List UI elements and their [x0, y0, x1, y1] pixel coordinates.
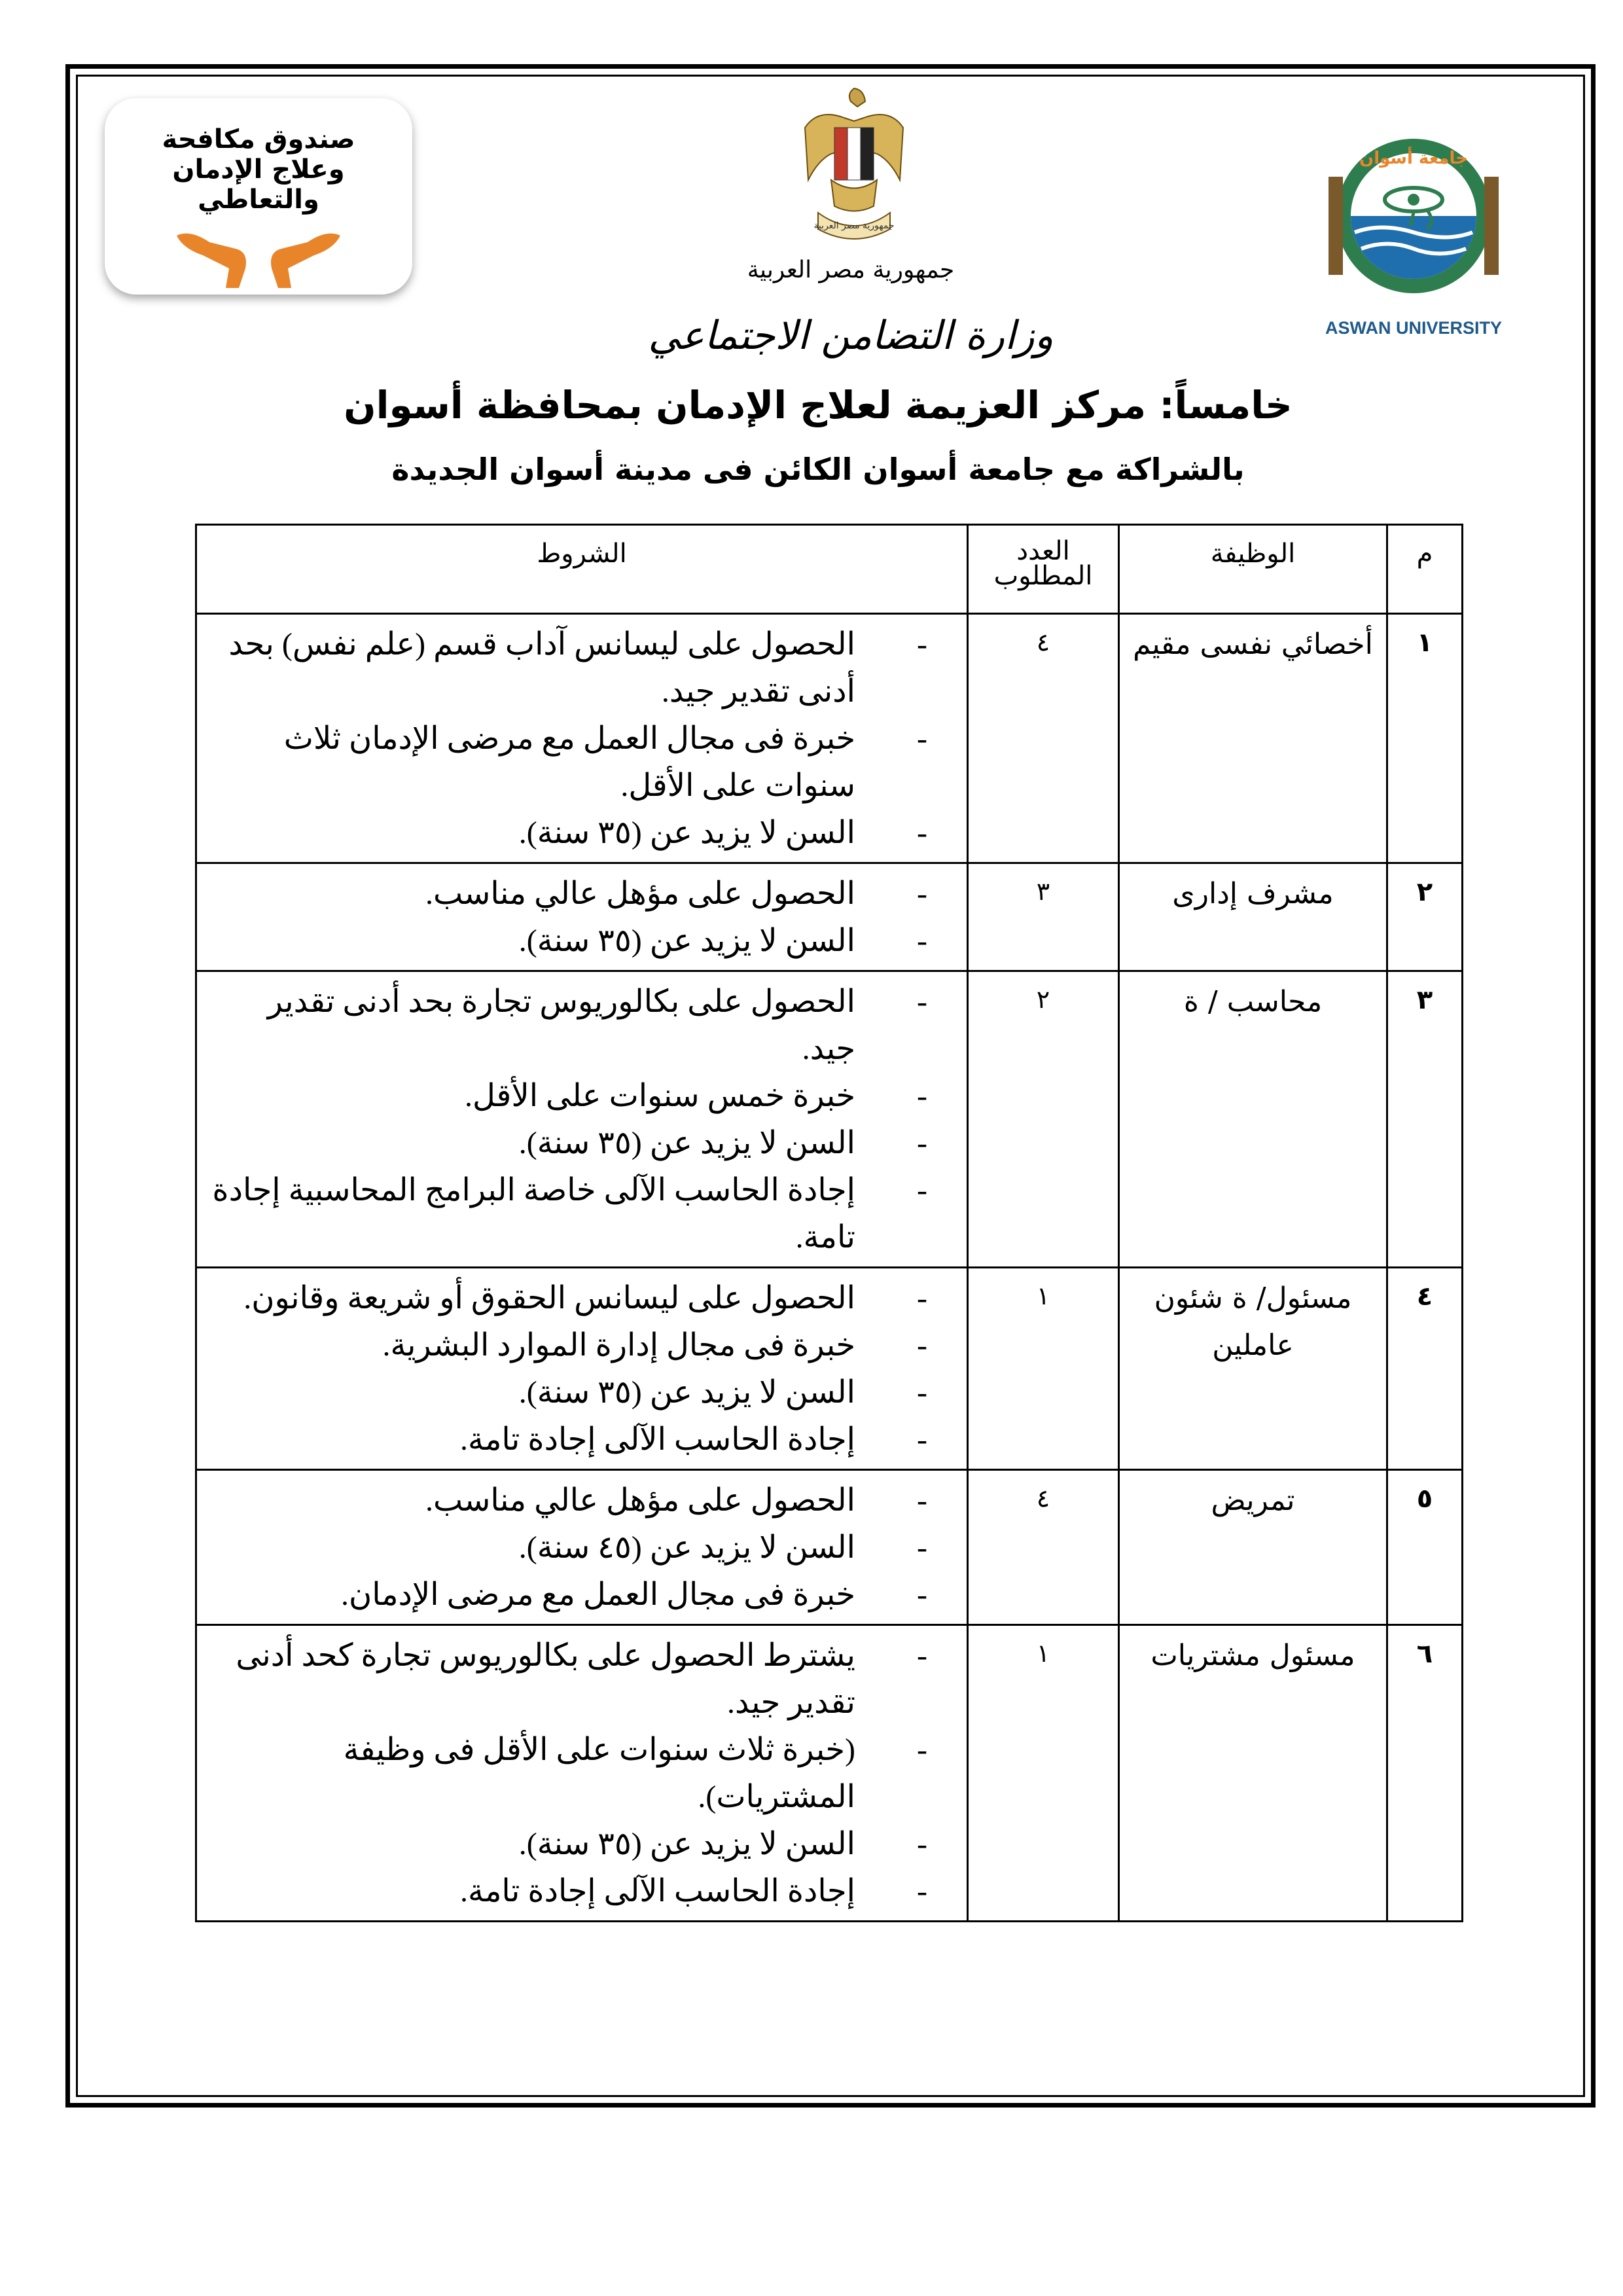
page-title: خامساً: مركز العزيمة لعلاج الإدمان بمحافظة أسوان — [344, 383, 1293, 427]
row-title: مسئول/ ة شئون عاملين — [1119, 1268, 1387, 1470]
fund-logo-line-2: وعلاج الإدمان — [172, 154, 345, 185]
condition-item: - خبرة فى مجال العمل مع مرضى الإدمان. — [210, 1571, 927, 1619]
row-count: ١ — [968, 1268, 1119, 1470]
row-num: ٤ — [1387, 1268, 1463, 1470]
egypt-emblem-icon — [792, 82, 916, 252]
row-num: ٢ — [1387, 863, 1463, 971]
condition-item: - إجادة الحاسب الآلى إجادة تامة. — [210, 1416, 927, 1463]
fund-logo — [105, 98, 412, 295]
table-row — [196, 863, 1463, 971]
table-row — [196, 1625, 1463, 1922]
condition-item: - إجادة الحاسب الآلى خاصة البرامج المحاسبية إجادة تامة. — [210, 1167, 927, 1261]
condition-item: - الحصول على ليسانس آداب قسم (علم نفس) بحد أدنى تقدير جيد. — [210, 621, 927, 715]
row-title: تمريض — [1119, 1470, 1387, 1625]
header-title: الوظيفة — [1119, 525, 1387, 614]
condition-item: - يشترط الحصول على بكالوريوس تجارة كحد أدنى تقدير جيد. — [210, 1632, 927, 1727]
row-count: ٢ — [968, 971, 1119, 1268]
row-num: ٣ — [1387, 971, 1463, 1268]
university-caption: ASWAN UNIVERSITY — [1325, 318, 1503, 338]
emblem-ribbon-text: جمهورية مصر العربية — [813, 221, 895, 231]
row-num: ١ — [1387, 614, 1463, 863]
fund-logo-line-1: صندوق مكافحة — [162, 124, 355, 154]
table-header-row — [196, 525, 1463, 614]
table-row — [196, 1268, 1463, 1470]
condition-item: - السن لا يزيد عن (٣٥ سنة). — [210, 918, 927, 965]
row-count: ٤ — [968, 1470, 1119, 1625]
table-row — [196, 1470, 1463, 1625]
table-row — [196, 971, 1463, 1268]
row-conditions — [196, 971, 968, 1268]
row-title: مسئول مشتريات — [1119, 1625, 1387, 1922]
row-title: أخصائي نفسى مقيم — [1119, 614, 1387, 863]
condition-item: - السن لا يزيد عن (٤٥ سنة). — [210, 1524, 927, 1571]
row-count: ٤ — [968, 614, 1119, 863]
condition-item: - السن لا يزيد عن (٣٥ سنة). — [210, 810, 927, 857]
condition-item: - الحصول على مؤهل عالي مناسب. — [210, 870, 927, 918]
row-conditions — [196, 1470, 968, 1625]
condition-item: - خبرة فى مجال العمل مع مرضى الإدمان ثلاث سنوات على الأقل. — [210, 715, 927, 810]
row-count: ١ — [968, 1625, 1119, 1922]
aswan-university-logo-icon — [1315, 118, 1512, 314]
page-subtitle: بالشراكة مع جامعة أسوان الكائن فى مدينة أسوان الجديدة — [391, 452, 1245, 487]
fund-logo-line-3: والتعاطي — [198, 185, 319, 215]
condition-item: - الحصول على ليسانس الحقوق أو شريعة وقانون. — [210, 1275, 927, 1322]
country-name: جمهورية مصر العربية — [747, 257, 955, 283]
condition-item: - الحصول على مؤهل عالي مناسب. — [210, 1477, 927, 1524]
condition-item: - خبرة خمس سنوات على الأقل. — [210, 1073, 927, 1120]
row-count: ٣ — [968, 863, 1119, 971]
condition-item: - السن لا يزيد عن (٣٥ سنة). — [210, 1369, 927, 1416]
row-conditions — [196, 1625, 968, 1922]
header-conditions: الشروط — [196, 525, 968, 614]
table-row — [196, 614, 1463, 863]
condition-item: - إجادة الحاسب الآلى إجادة تامة. — [210, 1868, 927, 1915]
hands-icon — [164, 223, 353, 288]
condition-item: - خبرة فى مجال إدارة الموارد البشرية. — [210, 1322, 927, 1369]
condition-item: - (خبرة ثلاث سنوات على الأقل فى وظيفة المشتريات). — [210, 1727, 927, 1821]
row-num: ٥ — [1387, 1470, 1463, 1625]
row-title: محاسب / ة — [1119, 971, 1387, 1268]
row-conditions — [196, 1268, 968, 1470]
condition-item: - الحصول على بكالوريوس تجارة بحد أدنى تقدير جيد. — [210, 978, 927, 1073]
condition-item: - السن لا يزيد عن (٣٥ سنة). — [210, 1821, 927, 1868]
university-logo-text: جامعة أسوان — [1359, 149, 1468, 168]
jobs-table — [195, 524, 1463, 1922]
row-num: ٦ — [1387, 1625, 1463, 1922]
row-title: مشرف إدارى — [1119, 863, 1387, 971]
header-num: م — [1387, 525, 1463, 614]
row-conditions — [196, 614, 968, 863]
row-conditions — [196, 863, 968, 971]
header-count: العدد المطلوب — [968, 525, 1119, 614]
condition-item: - السن لا يزيد عن (٣٥ سنة). — [210, 1120, 927, 1167]
ministry-name: وزارة التضامن الاجتماعي — [648, 313, 1054, 359]
